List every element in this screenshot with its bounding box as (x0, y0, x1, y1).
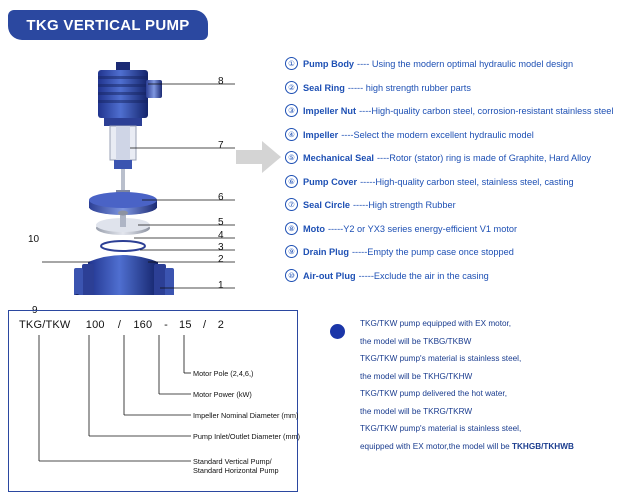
legend-item (285, 129, 615, 141)
legend-item (285, 82, 615, 94)
model-variant-notes (330, 318, 615, 458)
bullet-dot-icon (330, 324, 345, 339)
legend-part-desc: ----Rotor (stator) ring is made of Graphite, Hard Alloy (376, 153, 591, 163)
model-label-impeller-diameter: Impeller Nominal Diameter (mm) (193, 411, 299, 420)
pump-diagram-svg (30, 50, 245, 295)
legend-item (285, 246, 615, 258)
model-label-standard-horizontal: Standard Horizontal Pump (193, 466, 279, 475)
model-label-inlet-outlet-diameter: Pump Inlet/Outlet Diameter (mm) (193, 432, 301, 441)
code-sep-1: / (117, 319, 122, 331)
note-line: the model will be TKBG/TKBW (360, 336, 472, 346)
code-series: TKG/TKW (19, 319, 71, 331)
legend-item (285, 176, 615, 188)
legend-item (285, 199, 615, 211)
legend-number: ⑨ (285, 245, 298, 258)
page-title: TKG VERTICAL PUMP (26, 16, 190, 34)
callout-10: 10 (28, 234, 40, 245)
legend-part-name: Seal Ring (303, 82, 345, 93)
callout-1: 1 (218, 280, 224, 291)
code-inlet-diameter: 100 (85, 319, 105, 331)
callout-3: 3 (218, 242, 224, 253)
legend-item (285, 105, 615, 117)
legend-part-desc: -----Y2 or YX3 series energy-efficient V1 motor (327, 223, 518, 234)
legend-number: ⑦ (285, 198, 298, 211)
callout-9: 9 (32, 305, 38, 316)
callout-5: 5 (218, 217, 224, 228)
legend-part-name: Seal Circle (303, 200, 350, 210)
note-line: TKG/TKW pump's material is stainless steel, (360, 424, 522, 433)
legend-part-desc: -----High-quality carbon steel, stainless steel, casting (360, 176, 574, 187)
component-legend-list (285, 58, 615, 293)
legend-part-name: Air-out Plug (303, 270, 356, 281)
legend-number: ⑥ (285, 175, 298, 188)
legend-number: ⑤ (285, 151, 298, 164)
right-arrow-icon (236, 140, 282, 174)
legend-item (285, 223, 615, 235)
legend-part-name: Moto (303, 223, 325, 234)
legend-number: ④ (285, 128, 298, 141)
note-line: the model will be TKHG/TKHW (360, 371, 473, 381)
legend-number: ⑧ (285, 222, 298, 235)
legend-part-desc: -----Empty the pump case once stopped (351, 247, 514, 257)
pump-illustration (28, 50, 245, 316)
model-label-standard-vertical: Standard Vertical Pump/ (193, 457, 272, 466)
page-title-banner (8, 10, 208, 40)
legend-part-name: Pump Cover (303, 176, 358, 187)
legend-item (285, 58, 615, 70)
model-code-panel (8, 310, 301, 492)
legend-part-desc: ----Select the modern excellent hydraulic model (341, 129, 534, 140)
callout-4: 4 (218, 230, 224, 241)
note-line: TKG/TKW pump's material is stainless steel, (360, 354, 522, 363)
code-sep-2: - (164, 319, 168, 331)
callout-6: 6 (218, 192, 224, 203)
model-label-motor-pole: Motor Pole (2,4,6,) (193, 369, 254, 378)
legend-number: ② (285, 81, 298, 94)
legend-part-name: Mechanical Seal (303, 153, 374, 163)
legend-item (285, 152, 615, 164)
note-line: equipped with EX motor,the model will be TKHGB/TKHWB (360, 441, 574, 451)
legend-part-name: Impeller (303, 129, 339, 140)
legend-part-name: Drain Plug (303, 247, 349, 257)
legend-part-desc: ---- Using the modern optimal hydraulic model design (357, 59, 574, 69)
legend-part-name: Impeller Nut (303, 106, 357, 116)
legend-part-desc: -----High strength Rubber (353, 200, 456, 210)
model-label-motor-power: Motor Power (kW) (193, 390, 252, 399)
legend-part-desc: ----High-quality carbon steel, corrosion-resistant stainless steel (359, 106, 614, 116)
code-motor-pole: 2 (217, 319, 225, 331)
note-line: TKG/TKW pump equipped with EX motor, (360, 319, 512, 328)
legend-number: ③ (285, 104, 298, 117)
code-motor-power: 15 (179, 319, 192, 331)
legend-part-name: Pump Body (303, 59, 355, 69)
callout-2: 2 (218, 254, 224, 265)
legend-item (285, 270, 615, 282)
callout-7: 7 (218, 140, 224, 151)
code-sep-3: / (202, 319, 207, 331)
legend-number: ⑩ (285, 269, 298, 282)
legend-number: ① (285, 57, 298, 70)
legend-part-desc: ----- high strength rubber parts (347, 82, 471, 93)
legend-part-desc: -----Exclude the air in the casing (358, 270, 489, 281)
callout-8: 8 (218, 76, 224, 87)
code-impeller-diameter: 160 (133, 319, 153, 331)
note-line: TKG/TKW pump delivered the hot water, (360, 389, 507, 398)
note-line: the model will be TKRG/TKRW (360, 406, 473, 416)
